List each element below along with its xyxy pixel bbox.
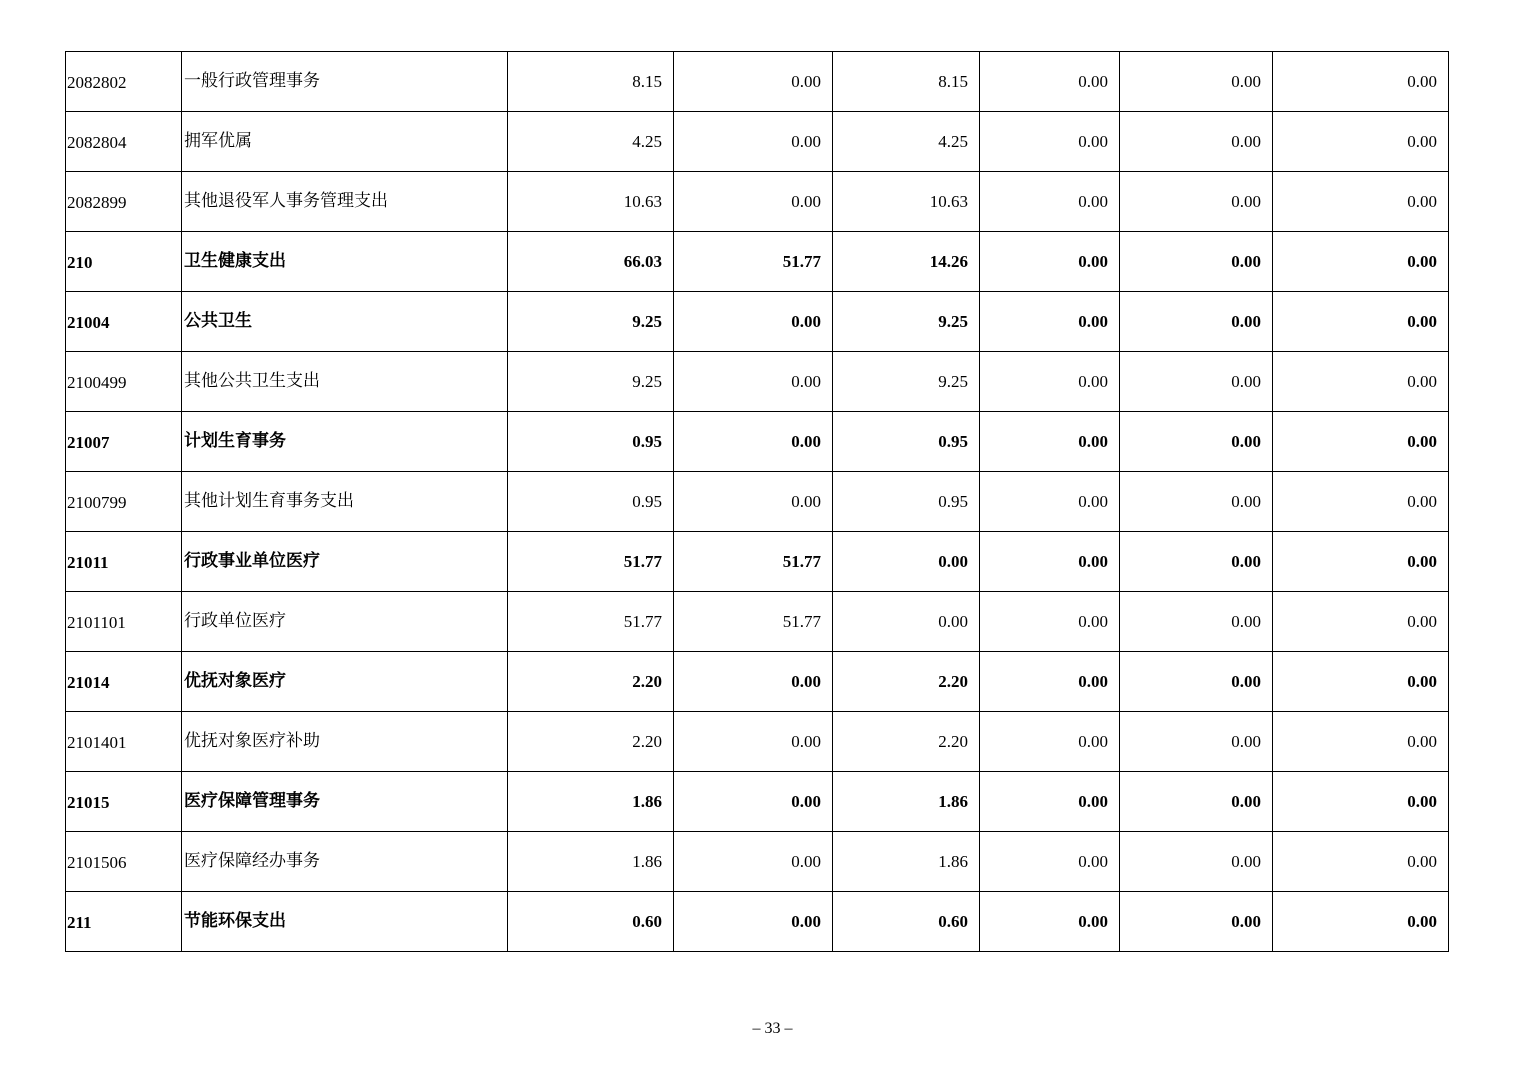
row-value-5: 0.00 bbox=[1120, 592, 1273, 652]
row-value-5: 0.00 bbox=[1120, 652, 1273, 712]
row-name: 计划生育事务 bbox=[182, 412, 508, 472]
row-value-3: 4.25 bbox=[833, 112, 980, 172]
row-value-2: 0.00 bbox=[674, 352, 833, 412]
row-value-1: 2.20 bbox=[508, 652, 674, 712]
row-value-3: 10.63 bbox=[833, 172, 980, 232]
row-value-1: 2.20 bbox=[508, 712, 674, 772]
row-value-2: 0.00 bbox=[674, 52, 833, 112]
row-value-1: 66.03 bbox=[508, 232, 674, 292]
row-value-5: 0.00 bbox=[1120, 412, 1273, 472]
row-value-5: 0.00 bbox=[1120, 712, 1273, 772]
row-value-6: 0.00 bbox=[1273, 232, 1449, 292]
row-value-6: 0.00 bbox=[1273, 832, 1449, 892]
row-value-1: 4.25 bbox=[508, 112, 674, 172]
row-code: 2100499 bbox=[66, 352, 182, 412]
row-value-6: 0.00 bbox=[1273, 892, 1449, 952]
row-value-2: 51.77 bbox=[674, 532, 833, 592]
row-value-6: 0.00 bbox=[1273, 772, 1449, 832]
row-name: 卫生健康支出 bbox=[182, 232, 508, 292]
table-row bbox=[66, 412, 1449, 472]
row-value-1: 0.95 bbox=[508, 472, 674, 532]
row-value-3: 2.20 bbox=[833, 712, 980, 772]
row-value-2: 0.00 bbox=[674, 472, 833, 532]
row-name: 行政事业单位医疗 bbox=[182, 532, 508, 592]
row-value-3: 1.86 bbox=[833, 832, 980, 892]
row-value-6: 0.00 bbox=[1273, 652, 1449, 712]
row-value-1: 1.86 bbox=[508, 832, 674, 892]
page-number: – 33 – bbox=[752, 1020, 793, 1037]
row-value-6: 0.00 bbox=[1273, 592, 1449, 652]
row-value-6: 0.00 bbox=[1273, 532, 1449, 592]
row-value-1: 9.25 bbox=[508, 292, 674, 352]
row-value-3: 9.25 bbox=[833, 292, 980, 352]
row-value-5: 0.00 bbox=[1120, 172, 1273, 232]
row-code: 21007 bbox=[66, 412, 182, 472]
row-value-2: 0.00 bbox=[674, 772, 833, 832]
row-code: 2082804 bbox=[66, 112, 182, 172]
row-value-6: 0.00 bbox=[1273, 112, 1449, 172]
row-value-6: 0.00 bbox=[1273, 712, 1449, 772]
row-code: 210 bbox=[66, 232, 182, 292]
row-value-3: 0.00 bbox=[833, 532, 980, 592]
row-value-1: 51.77 bbox=[508, 532, 674, 592]
row-code: 21014 bbox=[66, 652, 182, 712]
row-code: 21015 bbox=[66, 772, 182, 832]
row-value-3: 0.00 bbox=[833, 592, 980, 652]
row-code: 21004 bbox=[66, 292, 182, 352]
row-value-1: 0.60 bbox=[508, 892, 674, 952]
row-value-1: 51.77 bbox=[508, 592, 674, 652]
table-row bbox=[66, 472, 1449, 532]
row-code: 2082802 bbox=[66, 52, 182, 112]
row-value-2: 51.77 bbox=[674, 232, 833, 292]
row-name: 其他计划生育事务支出 bbox=[182, 472, 508, 532]
row-value-3: 0.95 bbox=[833, 412, 980, 472]
row-value-3: 14.26 bbox=[833, 232, 980, 292]
row-value-4: 0.00 bbox=[980, 232, 1120, 292]
row-value-1: 1.86 bbox=[508, 772, 674, 832]
row-value-5: 0.00 bbox=[1120, 532, 1273, 592]
table-row bbox=[66, 592, 1449, 652]
row-value-5: 0.00 bbox=[1120, 472, 1273, 532]
row-value-3: 8.15 bbox=[833, 52, 980, 112]
row-name: 拥军优属 bbox=[182, 112, 508, 172]
row-code: 2101506 bbox=[66, 832, 182, 892]
row-name: 医疗保障经办事务 bbox=[182, 832, 508, 892]
table-row bbox=[66, 772, 1449, 832]
row-name: 公共卫生 bbox=[182, 292, 508, 352]
row-value-2: 0.00 bbox=[674, 112, 833, 172]
table-row bbox=[66, 652, 1449, 712]
row-value-1: 10.63 bbox=[508, 172, 674, 232]
table-row bbox=[66, 232, 1449, 292]
row-value-1: 8.15 bbox=[508, 52, 674, 112]
row-name: 节能环保支出 bbox=[182, 892, 508, 952]
row-value-3: 0.60 bbox=[833, 892, 980, 952]
row-value-5: 0.00 bbox=[1120, 772, 1273, 832]
row-value-6: 0.00 bbox=[1273, 412, 1449, 472]
row-value-4: 0.00 bbox=[980, 472, 1120, 532]
row-value-6: 0.00 bbox=[1273, 352, 1449, 412]
row-value-5: 0.00 bbox=[1120, 52, 1273, 112]
row-value-6: 0.00 bbox=[1273, 172, 1449, 232]
row-value-3: 9.25 bbox=[833, 352, 980, 412]
row-value-4: 0.00 bbox=[980, 892, 1120, 952]
row-value-5: 0.00 bbox=[1120, 832, 1273, 892]
row-code: 2100799 bbox=[66, 472, 182, 532]
row-value-2: 0.00 bbox=[674, 172, 833, 232]
row-value-4: 0.00 bbox=[980, 412, 1120, 472]
row-code: 2082899 bbox=[66, 172, 182, 232]
row-value-1: 0.95 bbox=[508, 412, 674, 472]
row-value-3: 1.86 bbox=[833, 772, 980, 832]
row-value-4: 0.00 bbox=[980, 292, 1120, 352]
row-name: 医疗保障管理事务 bbox=[182, 772, 508, 832]
row-value-4: 0.00 bbox=[980, 832, 1120, 892]
table-row bbox=[66, 532, 1449, 592]
row-code: 211 bbox=[66, 892, 182, 952]
row-code: 21011 bbox=[66, 532, 182, 592]
row-value-2: 0.00 bbox=[674, 292, 833, 352]
row-value-4: 0.00 bbox=[980, 652, 1120, 712]
table-row bbox=[66, 712, 1449, 772]
table-body bbox=[66, 52, 1449, 952]
row-value-5: 0.00 bbox=[1120, 292, 1273, 352]
row-value-4: 0.00 bbox=[980, 112, 1120, 172]
row-name: 一般行政管理事务 bbox=[182, 52, 508, 112]
row-value-5: 0.00 bbox=[1120, 112, 1273, 172]
budget-table bbox=[65, 51, 1449, 952]
row-value-3: 0.95 bbox=[833, 472, 980, 532]
table-row bbox=[66, 292, 1449, 352]
row-value-4: 0.00 bbox=[980, 172, 1120, 232]
table-row bbox=[66, 892, 1449, 952]
row-value-4: 0.00 bbox=[980, 592, 1120, 652]
row-code: 2101101 bbox=[66, 592, 182, 652]
row-value-5: 0.00 bbox=[1120, 892, 1273, 952]
row-value-6: 0.00 bbox=[1273, 292, 1449, 352]
table-row bbox=[66, 172, 1449, 232]
row-value-6: 0.00 bbox=[1273, 52, 1449, 112]
row-value-2: 0.00 bbox=[674, 652, 833, 712]
table-row bbox=[66, 352, 1449, 412]
row-value-5: 0.00 bbox=[1120, 352, 1273, 412]
row-name: 其他退役军人事务管理支出 bbox=[182, 172, 508, 232]
row-value-2: 51.77 bbox=[674, 592, 833, 652]
row-name: 优抚对象医疗 bbox=[182, 652, 508, 712]
row-name: 其他公共卫生支出 bbox=[182, 352, 508, 412]
row-value-3: 2.20 bbox=[833, 652, 980, 712]
row-value-2: 0.00 bbox=[674, 832, 833, 892]
row-value-4: 0.00 bbox=[980, 352, 1120, 412]
row-value-4: 0.00 bbox=[980, 772, 1120, 832]
row-code: 2101401 bbox=[66, 712, 182, 772]
row-value-4: 0.00 bbox=[980, 532, 1120, 592]
table-row bbox=[66, 112, 1449, 172]
row-value-6: 0.00 bbox=[1273, 472, 1449, 532]
row-value-1: 9.25 bbox=[508, 352, 674, 412]
row-value-4: 0.00 bbox=[980, 52, 1120, 112]
row-value-2: 0.00 bbox=[674, 712, 833, 772]
row-name: 优抚对象医疗补助 bbox=[182, 712, 508, 772]
row-value-4: 0.00 bbox=[980, 712, 1120, 772]
row-value-5: 0.00 bbox=[1120, 232, 1273, 292]
row-value-2: 0.00 bbox=[674, 892, 833, 952]
table-row bbox=[66, 832, 1449, 892]
table-row bbox=[66, 52, 1449, 112]
row-value-2: 0.00 bbox=[674, 412, 833, 472]
row-name: 行政单位医疗 bbox=[182, 592, 508, 652]
